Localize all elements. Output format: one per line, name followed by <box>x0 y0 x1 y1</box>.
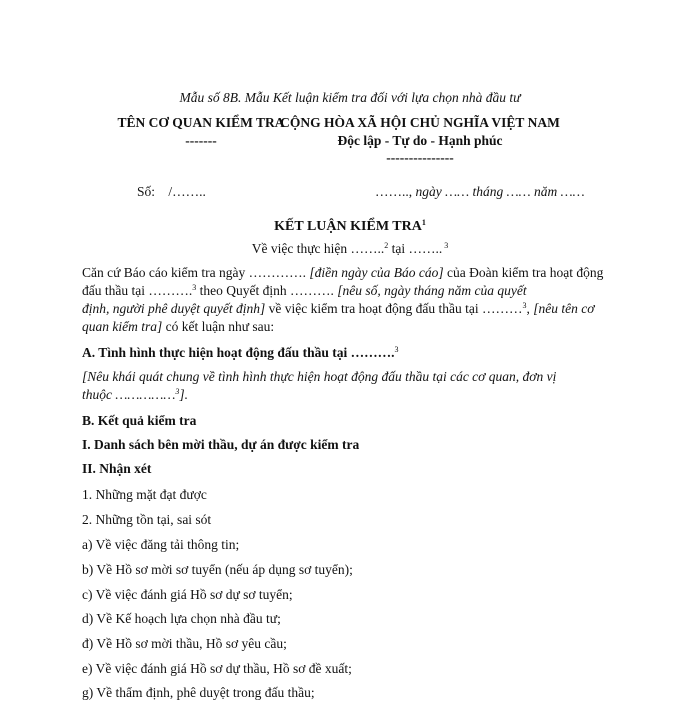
list-item: đ) Về Hồ sơ mời thầu, Hồ sơ yêu cầu; <box>82 636 287 651</box>
intro-line-4: quan kiểm tra] có kết luận như sau: <box>82 319 275 334</box>
list-item: c) Về việc đánh giá Hồ sơ dự sơ tuyển; <box>82 587 293 602</box>
date-line <box>375 183 585 200</box>
intro-line-3: định, người phê duyệt quyết định] về việc kiểm tra hoạt động đấu thầu tại ………$^3$, [nêu tên cơ <box>82 301 595 316</box>
intro-line-2: đấu thầu tại ……….$^3$ theo Quyết định ………. [nêu số, ngày tháng năm của quyết <box>82 283 527 298</box>
list-item: 2. Những tồn tại, sai sót <box>82 512 212 527</box>
subtitle-footnote-3: 3 <box>444 241 449 250</box>
agency-rule: ------- <box>185 133 217 148</box>
motto: Độc lập - Tự do - Hạnh phúc <box>337 133 503 148</box>
list-item: g) Về thẩm định, phê duyệt trong đấu thầu; <box>82 685 315 700</box>
list-item: a) Về việc đăng tải thông tin; <box>82 537 240 552</box>
subtitle-footnote-2: 2 <box>384 241 389 250</box>
list-item: b) Về Hồ sơ mời sơ tuyển (nếu áp dụng sơ tuyển); <box>82 562 353 577</box>
number-label: Số: <box>137 184 156 199</box>
section-b-heading: B. Kết quả kiểm tra <box>82 413 197 428</box>
section-a-guide-2: thuộc ……………$^3$]. <box>82 387 189 402</box>
section-a-heading: A. Tình hình thực hiện hoạt động đấu thầu tại ……….$^3$ <box>82 345 399 360</box>
section-b-subheading-1: I. Danh sách bên mời thầu, dự án được kiểm tra <box>82 437 360 452</box>
motto-rule: --------------- <box>386 150 454 165</box>
title-footnote: 1 <box>421 218 426 227</box>
document-subtitle: Về việc thực hiện ……..$^2$ tại …….. $^3$ <box>251 241 449 256</box>
document-title: KẾT LUẬN KIỂM TRA$^1$ <box>274 218 426 234</box>
intro-line-1: Căn cứ Báo cáo kiểm tra ngày …………. [điền ngày của Báo cáo] của Đoàn kiểm tra hoạt động <box>82 265 604 280</box>
date-place: …….., <box>375 184 413 199</box>
number-line <box>137 183 206 200</box>
date-text: ngày …… tháng …… năm …… <box>415 184 585 199</box>
list-item: 1. Những mặt đạt được <box>82 487 207 502</box>
form-caption: Mẫu số 8B. Mẫu Kết luận kiểm tra đối với lựa chọn nhà đầu tư <box>179 90 521 105</box>
list-item: d) Về Kế hoạch lựa chọn nhà đầu tư; <box>82 611 281 626</box>
list-item: e) Về việc đánh giá Hồ sơ dự thầu, Hồ sơ đề xuất; <box>82 661 352 676</box>
number-value: /…….. <box>168 184 206 199</box>
section-a-guide-1: [Nêu khái quát chung về tình hình thực hiện hoạt động đấu thầu tại các cơ quan, đơn vị <box>82 369 557 384</box>
agency-name: TÊN CƠ QUAN KIỂM TRA <box>117 115 285 130</box>
section-b-subheading-2: II. Nhận xét <box>82 461 152 476</box>
nation-name: CỘNG HÒA XÃ HỘI CHỦ NGHĨA VIỆT NAM <box>280 115 560 130</box>
